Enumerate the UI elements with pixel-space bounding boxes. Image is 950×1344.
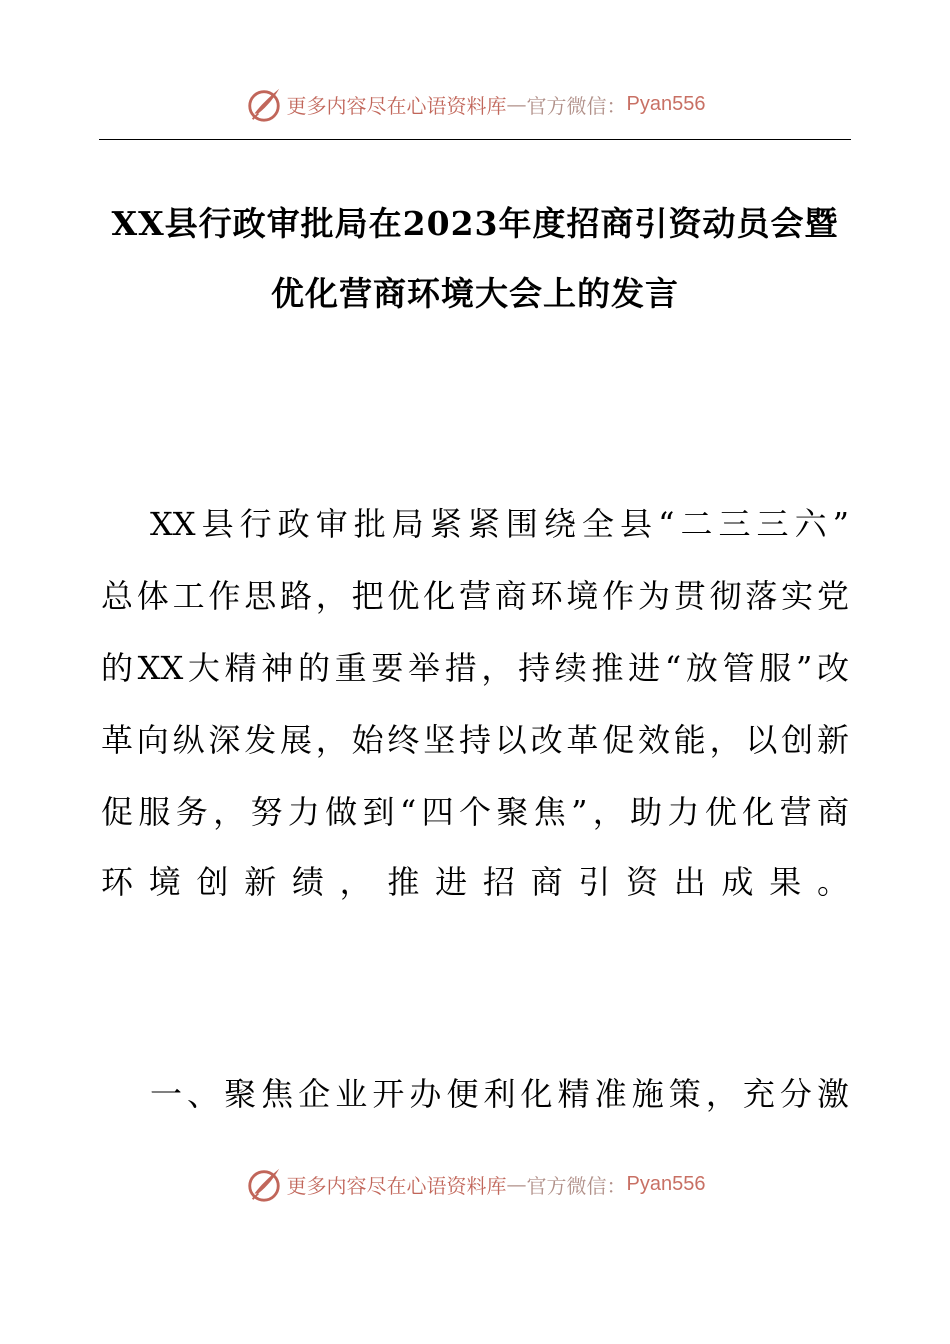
document-title-line-1: XX县行政审批局在2023年度招商引资动员会暨 (111, 204, 839, 243)
watermark-wechat-id: Pyan556 (626, 92, 706, 115)
watermark-dash: — (506, 92, 527, 116)
body-line: 总体工作思路，把优化营商环境作为贯彻落实党 (101, 577, 849, 615)
body-line: 促服务，努力做到“四个聚焦”，助力优化营商 (101, 793, 849, 831)
body-line: 环境创新绩，推进招商引资出成果。 (101, 863, 849, 901)
watermark-wechat-label: 官方微信： (526, 93, 627, 118)
header-rule (99, 139, 851, 140)
watermark-wechat-id: Pyan556 (626, 1172, 706, 1195)
watermark-wechat-label: 官方微信： (526, 1173, 627, 1198)
footer-watermark (0, 1162, 950, 1206)
watermark-text: 更多内容尽在心语资料库 (286, 1173, 507, 1198)
watermark-text: 更多内容尽在心语资料库 (286, 93, 507, 118)
body-line: 革向纵深发展，始终坚持以改革促效能，以创新 (101, 721, 849, 759)
quill-ink-logo-icon (245, 85, 283, 123)
watermark-dash: — (506, 1172, 527, 1196)
quill-ink-logo-icon (245, 1165, 283, 1203)
body-line: XX县行政审批局紧紧围绕全县“二三三六” (150, 505, 849, 543)
document-title-line-2: 优化营商环境大会上的发言 (271, 274, 679, 313)
header-watermark (0, 82, 950, 126)
body-line: 的XX大精神的重要举措，持续推进“放管服”改 (101, 649, 849, 687)
section-heading: 一、聚焦企业开办便利化精准施策，充分激 (150, 1075, 849, 1113)
